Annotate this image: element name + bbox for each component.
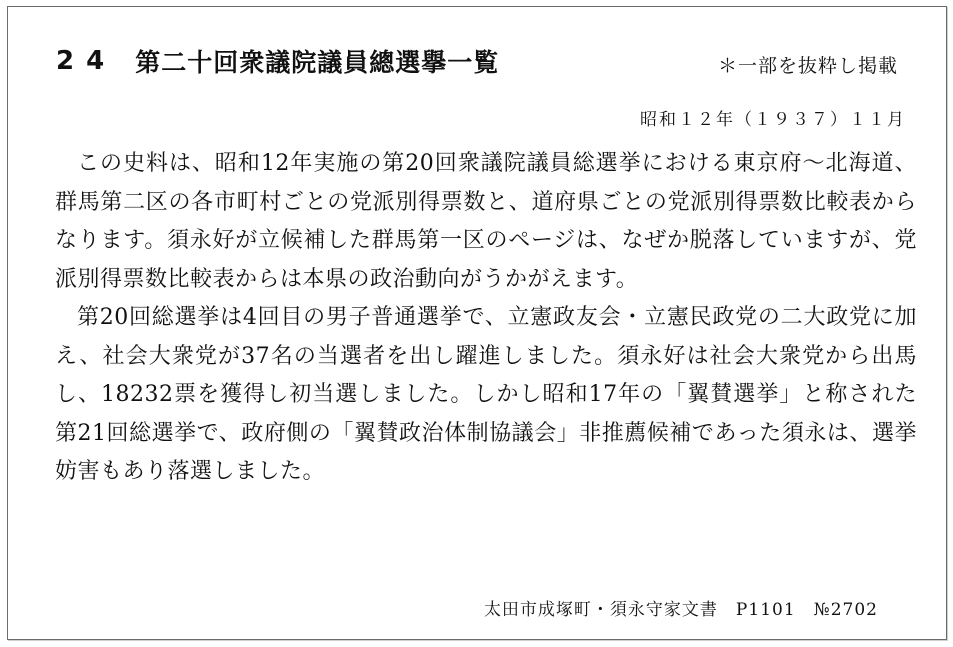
description-text	[55, 145, 917, 492]
document-date: 昭和１２年（１９３７）１１月	[640, 110, 906, 130]
document-title: 第二十回衆議院議員總選擧一覧	[135, 48, 500, 77]
document-number: 24	[56, 46, 117, 76]
excerpt-note: ＊一部を抜粋し掲載	[718, 55, 899, 77]
paragraph-2: 第20回総選挙は4回目の男子普通選挙で、立憲政友会・立憲民政党の二大政党に加え、社会大衆党が37名の当選者を出し躍進しました。須永好は社会大衆党から出馬し、18232票を獲得し初当選しました。しかし昭和17年の「翼賛選挙」と称された第21回総選挙で、政府側の「翼賛政治体制協議会」非推薦候補であった須永は、選挙妨害もあり落選しました。	[55, 305, 917, 484]
source-citation: 太田市成塚町・須永守家文書 P1101 №2702	[483, 600, 878, 620]
title-row	[56, 43, 926, 83]
document-frame	[7, 6, 947, 640]
paragraph-1: この史料は、昭和12年実施の第20回衆議院議員総選挙における東京府～北海道、群馬第二区の各市町村ごとの党派別得票数と、道府県ごとの党派別得票数比較表からなります。須永好が立候補した群馬第一区のページは、なぜか脱落していますが、党派別得票数比較表からは本県の政治動向がうかがえます。	[55, 151, 917, 292]
